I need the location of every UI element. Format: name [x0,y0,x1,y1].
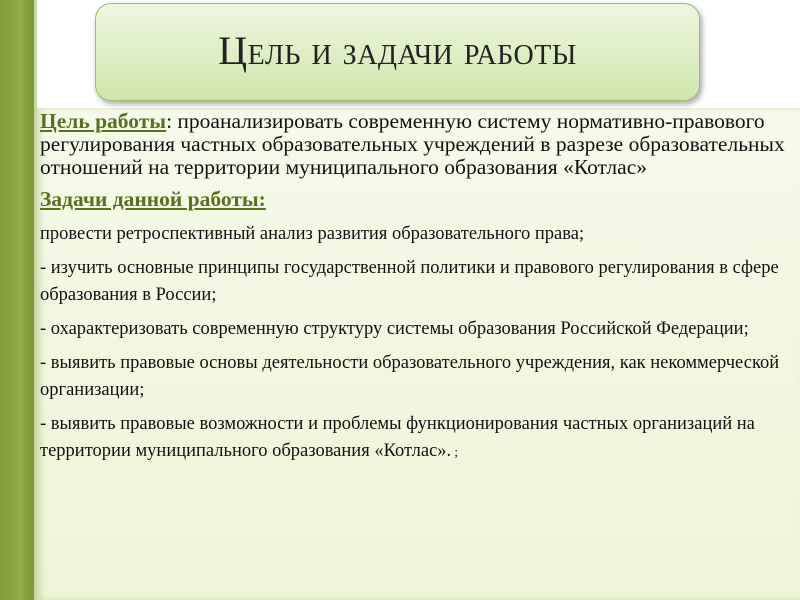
goal-paragraph [40,110,792,179]
slide-body [40,110,792,472]
task-item [40,411,792,465]
goal-text: : проанализировать современную систему нормативно-правового регулирования частных образовательных учреждений в разрезе образовательных отношений на территории муниципального образования «Котлас» [40,109,785,179]
tasks-heading: Задачи данной работы: [40,187,266,211]
task-item-text: - выявить правовые возможности и проблемы функционирования частных организаций на территории муниципального образования «Котлас». [40,414,755,461]
title-box [95,3,700,101]
task-item: провести ретроспективный анализ развития образовательного права; [40,224,585,244]
slide-title: Цель и задачи работы [218,27,577,73]
left-accent-bar [0,0,34,600]
goal-label: Цель работы [40,109,167,133]
task-item-tail: ; [451,444,459,459]
task-item: - изучить основные принципы государственной политики и правового регулирования в сфере образования в России; [40,258,779,305]
task-item: - выявить правовые основы деятельности образовательного учреждения, как некоммерческой организации; [40,353,780,400]
task-item: - охарактеризовать современную структуру системы образования Российской Федерации; [40,319,749,339]
